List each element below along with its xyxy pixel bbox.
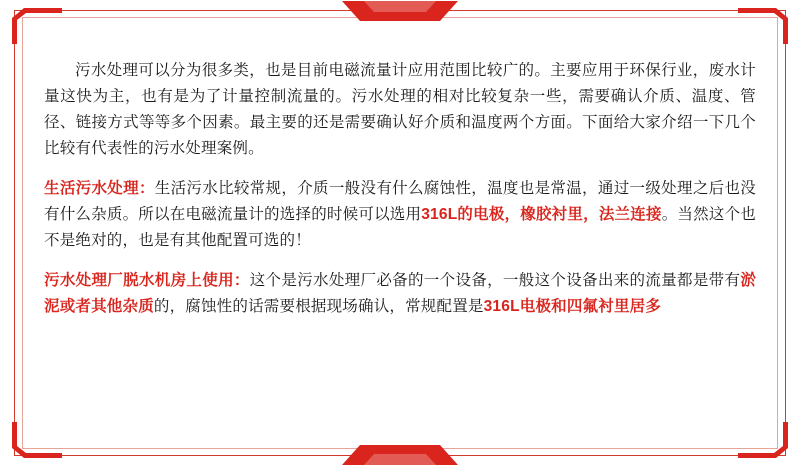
body-text: 这个是污水处理厂必备的一个设备，一般这个设备出来的流量都是带有 [249, 272, 741, 290]
paragraph-intro [44, 58, 756, 162]
corner-ornament-bottom-right [736, 420, 790, 460]
paragraph-domestic-sewage [44, 176, 756, 254]
highlight-text: 淤泥或者其他杂质 [44, 272, 757, 316]
corner-ornament-top-right [736, 6, 790, 46]
section-title-domestic-sewage: 生活污水处理： [44, 180, 155, 198]
body-text: 。当然这个也不是绝对的，也是有其他配置可选的！ [44, 206, 757, 250]
corner-ornament-bottom-left [10, 420, 64, 460]
section-title-dewatering-room: 污水处理厂脱水机房上使用： [44, 272, 250, 290]
highlight-text: 316L的电极，橡胶衬里，法兰连接 [421, 206, 662, 224]
ribbon-ornament-bottom [280, 441, 520, 467]
body-text: 生活污水比较常规，介质一般没有什么腐蚀性，温度也是常温，通过一级处理之后也没有什么杂质。所以在电磁流量计的选择的时候可以选用 [44, 180, 756, 224]
body-text: 污水处理可以分为很多类，也是目前电磁流量计应用范围比较广的。主要应用于环保行业，废水计量这快为主，也有是为了计量控制流量的。污水处理的相对比较复杂一些，需要确认介质、温度、管径、链接方式等等多个因素。最主要的还是需要确认好介质和温度两个方面。下面给大家介绍一下几个比较有代表性的污水处理案例。 [44, 62, 756, 158]
article-body [44, 58, 756, 320]
corner-ornament-top-left [10, 6, 64, 46]
highlight-text: 316L电极和四氟衬里居多 [483, 298, 662, 316]
body-text: 的，腐蚀性的话需要根据现场确认，常规配置是 [153, 298, 484, 316]
ribbon-ornament-top [280, 0, 520, 25]
paragraph-dewatering-room [44, 268, 756, 320]
